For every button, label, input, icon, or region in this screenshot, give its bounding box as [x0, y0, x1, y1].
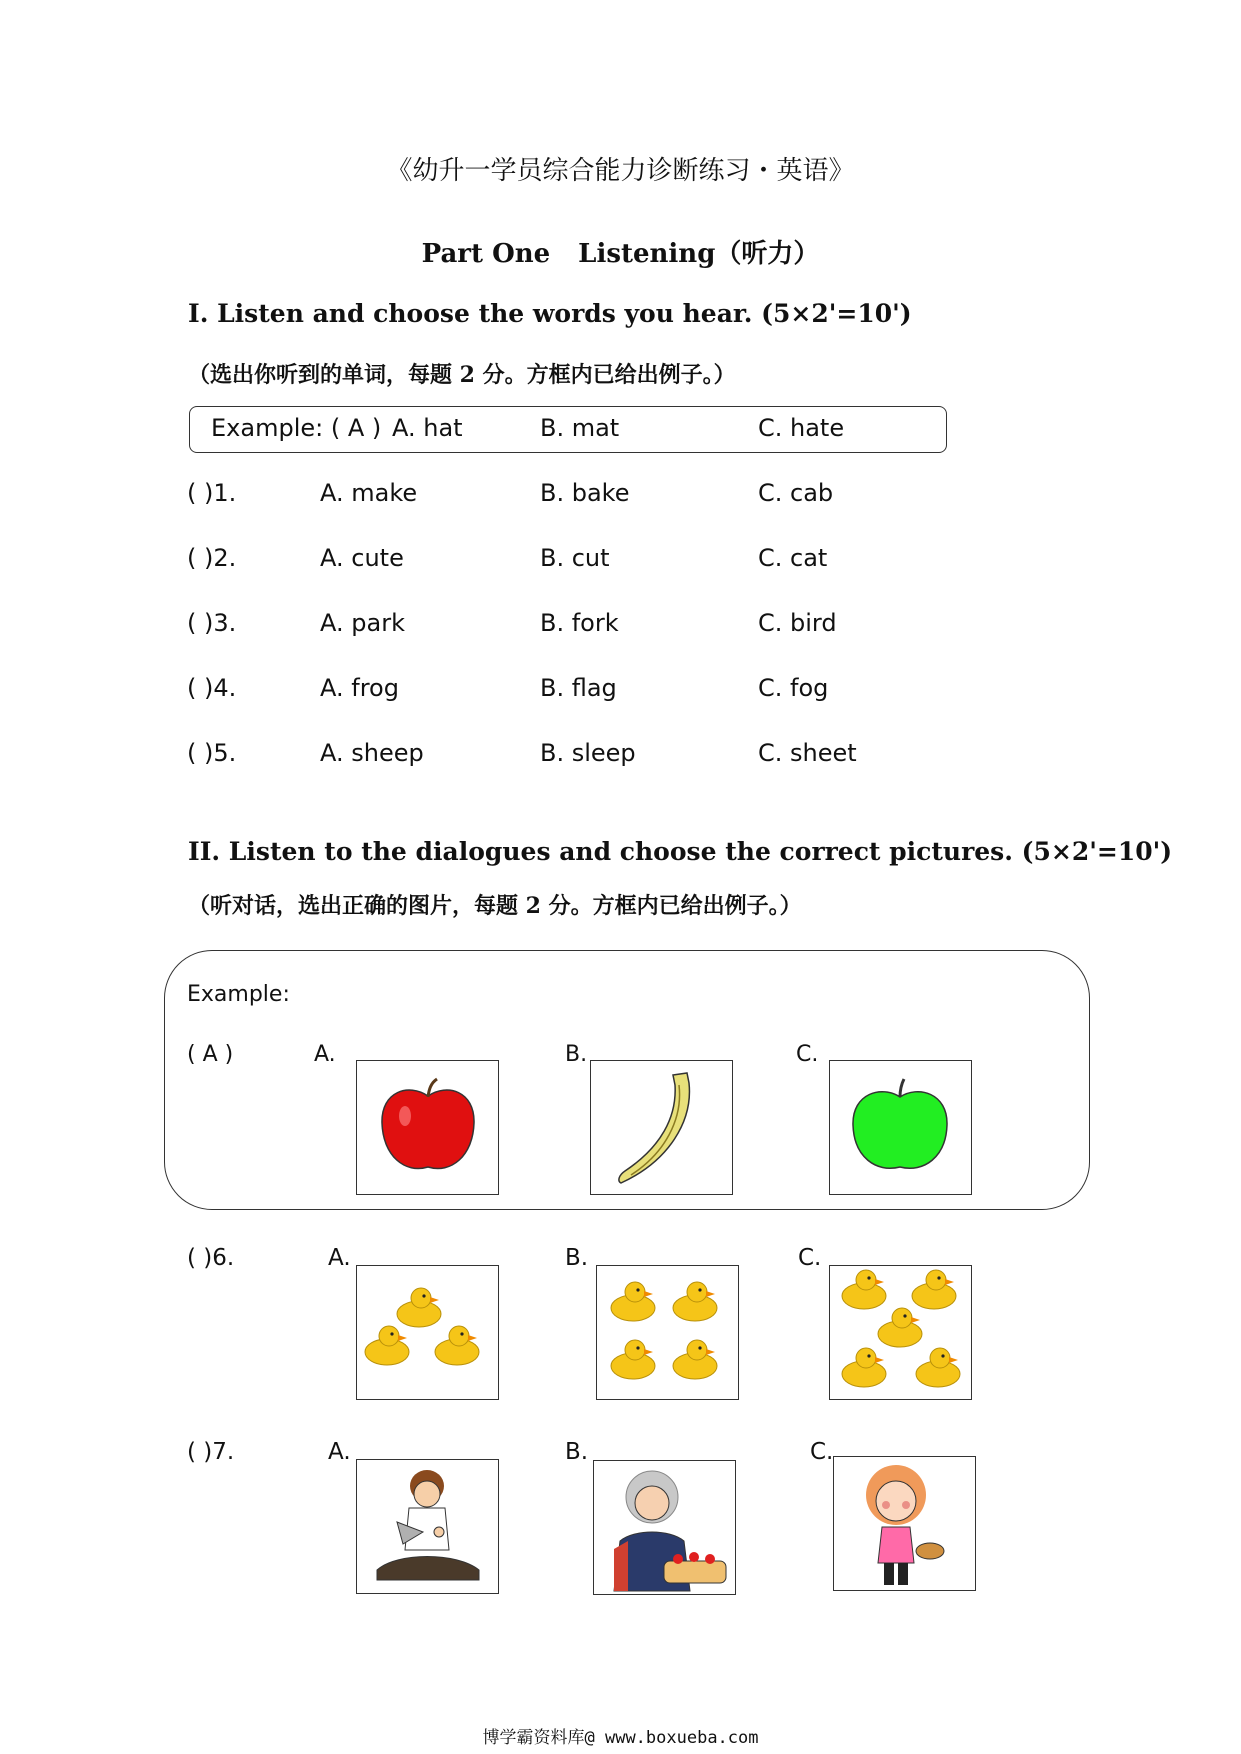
ducks-svg-c: [830, 1266, 971, 1399]
picture-green-apple[interactable]: [829, 1060, 972, 1195]
option-a: A. sheep: [320, 739, 424, 767]
question-number[interactable]: ( )2.: [187, 544, 237, 572]
duck-icon: [435, 1326, 479, 1365]
duck-icon: [611, 1340, 655, 1379]
picture-boy-cutting[interactable]: [356, 1459, 499, 1594]
question-number[interactable]: ( )5.: [187, 739, 237, 767]
duck-icon: [912, 1270, 956, 1309]
picture-grandma-cake[interactable]: [593, 1460, 736, 1595]
example2-answer: ( A ): [187, 1042, 234, 1067]
example2-label-b: B.: [565, 1042, 588, 1067]
q7-number[interactable]: ( )7.: [187, 1439, 235, 1465]
duck-icon: [397, 1288, 441, 1327]
example1-option-a: A. hat: [392, 414, 463, 442]
question-row-2: [0, 544, 1241, 584]
ducks-svg-a: [357, 1266, 498, 1399]
page-title: 《幼升一学员综合能力诊断练习・英语》: [386, 156, 855, 186]
grandma-illustration: [594, 1461, 735, 1594]
red-apple-body: [382, 1090, 474, 1168]
ducks-svg-b: [597, 1266, 738, 1399]
option-b: B. fork: [540, 609, 619, 637]
picture-three-ducks[interactable]: [356, 1265, 499, 1400]
duck-icon: [611, 1282, 655, 1321]
picture-banana[interactable]: [590, 1060, 733, 1195]
example1-label: Example: ( A ): [211, 414, 382, 442]
green-apple-body: [853, 1092, 947, 1169]
option-a: A. make: [320, 479, 418, 507]
q6-label-a: A.: [328, 1245, 351, 1271]
option-c: C. bird: [758, 609, 837, 637]
example2-label-c: C.: [796, 1042, 819, 1067]
duck-icon: [673, 1282, 717, 1321]
picture-five-ducks[interactable]: [829, 1265, 972, 1400]
duck-icon: [365, 1326, 409, 1365]
option-c: C. fog: [758, 674, 829, 702]
q6-label-c: C.: [798, 1245, 822, 1271]
option-b: B. sleep: [540, 739, 636, 767]
option-c: C. sheet: [758, 739, 857, 767]
example2-label: Example:: [187, 982, 290, 1007]
question-number[interactable]: ( )4.: [187, 674, 237, 702]
q6-number[interactable]: ( )6.: [187, 1245, 235, 1271]
picture-four-ducks[interactable]: [596, 1265, 739, 1400]
footer-watermark: 博学霸资料库@ www.boxueba.com: [482, 1728, 759, 1748]
option-a: A. frog: [320, 674, 399, 702]
duck-icon: [673, 1340, 717, 1379]
duck-icon: [842, 1270, 886, 1309]
question-number[interactable]: ( )3.: [187, 609, 237, 637]
section2-heading: II. Listen to the dialogues and choose the correct pictures. (5×2'=10'): [188, 837, 1173, 866]
duck-icon: [916, 1348, 960, 1387]
q6-label-b: B.: [565, 1245, 589, 1271]
option-a: A. cute: [320, 544, 404, 572]
question-row-1: [0, 479, 1241, 519]
option-b: B. cut: [540, 544, 610, 572]
question-number[interactable]: ( )1.: [187, 479, 237, 507]
duck-icon: [842, 1348, 886, 1387]
q7-label-a: A.: [328, 1439, 351, 1465]
section1-note: （选出你听到的单词，每题 2 分。方框内已给出例子。）: [188, 362, 736, 388]
part-label: Part One: [421, 239, 551, 269]
example1-option-c: C. hate: [758, 414, 845, 442]
picture-woman-pie[interactable]: [833, 1456, 976, 1591]
question-row-4: [0, 674, 1241, 714]
q7-label-b: B.: [565, 1439, 589, 1465]
option-b: B. bake: [540, 479, 630, 507]
example1-option-b: B. mat: [540, 414, 620, 442]
question-row-5: [0, 739, 1241, 779]
example2-label-a: A.: [314, 1042, 336, 1067]
duck-icon: [878, 1308, 922, 1347]
question-row-3: [0, 609, 1241, 649]
woman-illustration: [834, 1457, 975, 1590]
option-a: A. park: [320, 609, 405, 637]
option-c: C. cab: [758, 479, 834, 507]
boy-illustration: [357, 1460, 498, 1593]
q7-label-c: C.: [810, 1439, 834, 1465]
section1-heading: I. Listen and choose the words you hear. (5×2'=10'): [188, 299, 912, 328]
part-heading: [0, 233, 1241, 270]
option-b: B. flag: [540, 674, 617, 702]
picture-red-apple[interactable]: [356, 1060, 499, 1195]
section2-note: （听对话，选出正确的图片，每题 2 分。方框内已给出例子。）: [188, 893, 802, 919]
option-c: C. cat: [758, 544, 828, 572]
part-name: Listening（听力）: [578, 239, 820, 269]
